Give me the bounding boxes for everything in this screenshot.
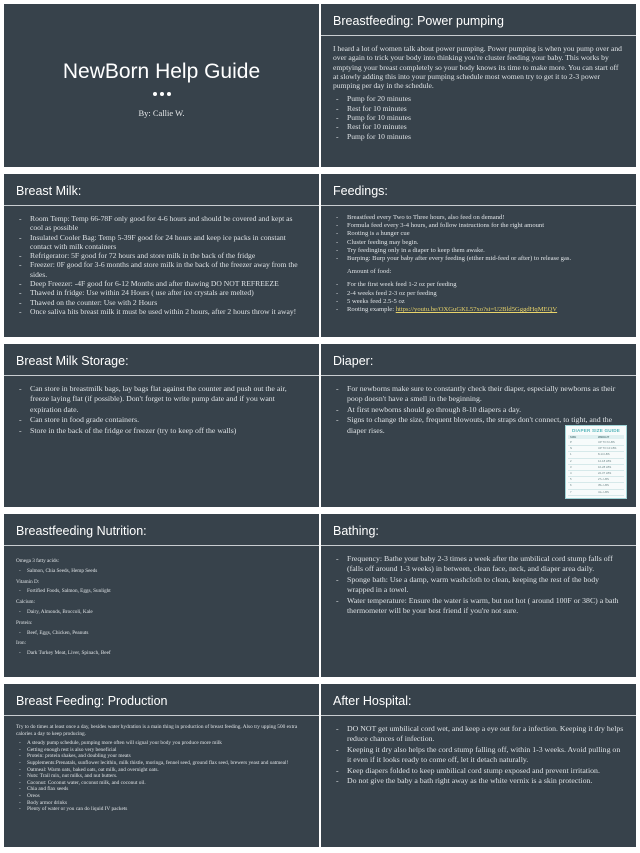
- nutrient-label: Iron:: [16, 640, 27, 647]
- list-item: - Signs to change the size, frequent blowouts, the straps don't connect, to tight, and the diaper rises.: [333, 415, 624, 436]
- divider: [321, 715, 636, 716]
- chart-title: DIAPER SIZE GUIDE: [571, 428, 621, 433]
- rooting-link[interactable]: https://youtu.be/OXGuGKL57xo?si=U2Bld5GggdHqMEQV: [395, 306, 558, 314]
- list-item: - Pump for 10 minutes: [333, 132, 624, 141]
- list-item: - Store in the back of the fridge or freezer (try to keep off the walls): [16, 426, 307, 436]
- chart-row: P UP TO 6 LBS: [568, 440, 624, 446]
- breast-milk-slide: [4, 174, 319, 337]
- amounts-list: [333, 281, 624, 306]
- list-item: - A steady pump schedule, pumping more often will signal your body you produce more milk: [16, 740, 307, 747]
- list-item: - Deep Freezer: -4F good for 6-12 Months and after thawing DO NOT REFREEZE: [16, 279, 307, 288]
- divider: [321, 545, 636, 546]
- slide-title: Feedings:: [333, 184, 388, 198]
- chart-row: 2 12-18 LBS: [568, 459, 624, 465]
- list-item: - Room Temp: Temp 66-78F only good for 4-6 hours and should be covered and kept as cool as possible: [16, 214, 307, 233]
- divider: [4, 715, 319, 716]
- list-item: - At first newborns should go through 8-10 diapers a day.: [333, 405, 624, 415]
- nutrient-foods: - Fortified Foods, Salmon, Eggs, Sunlight: [16, 588, 307, 595]
- nutrient-foods: - Beef, Eggs, Chicken, Peanuts: [16, 630, 307, 637]
- diaper-size-chart: [565, 425, 627, 499]
- list-item: - Refrigerator: 5F good for 72 hours and store milk in the back of the fridge: [16, 251, 307, 260]
- divider: [4, 375, 319, 376]
- diaper-slide: [321, 344, 636, 507]
- after-hospital-list: [333, 724, 624, 786]
- guide-title: NewBorn Help Guide: [62, 59, 261, 83]
- nutrient-foods: - Salmon, Chia Seeds, Hemp Seeds: [16, 568, 307, 575]
- list-item: - For newborns make sure to constantly check their diaper, especially newborns as their poop doesn't have a smell in the beginning.: [333, 384, 624, 405]
- list-item: - Can store in food grade containers.: [16, 415, 307, 425]
- list-item: - Getting enough rest is also very beneficial: [16, 747, 307, 754]
- list-item: - Pump for 20 minutes: [333, 94, 624, 103]
- bathing-slide: [321, 514, 636, 677]
- feedings-slide: [321, 174, 636, 337]
- slide-title: Diaper:: [333, 354, 374, 368]
- list-item: - Can store in breastmilk bags, lay bags flat against the counter and push out the air, freeze laying flat (if possible). Don't forget to write pump date and if you want expiration date.: [16, 384, 307, 415]
- list-item: - Keep diapers folded to keep umbilical cord stump exposed and prevent irritation.: [333, 766, 624, 776]
- nutrient-label: Vitamin D:: [16, 578, 40, 585]
- feedings-list: [333, 214, 624, 263]
- list-item: - Coconut: Coconut water, coconut milk, and coconut oil.: [16, 780, 307, 787]
- rooting-example: - Rooting example: https://youtu.be/OXGuGKL57xo?si=U2Bld5GggdHqMEQV: [333, 306, 624, 314]
- list-item: - Formula feed every 3-4 hours, and follow instructions for the right amount: [333, 222, 624, 230]
- list-item: - Burping: Burp your baby after every feeding (either mid-feed or after) to release gas.: [333, 255, 624, 263]
- divider: [4, 545, 319, 546]
- list-item: - Body armor drinks: [16, 800, 307, 807]
- list-item: - For the first week feed 1-2 oz per feeding: [333, 281, 624, 289]
- production-intro: Try to do times at least once a day, besides water hydration is a main thing in production of breast feeding. Also try upping 500 extra calories a day to keep producing.: [16, 724, 298, 737]
- list-item: - Supplements:Prenatals, sunflower lecithin, milk thistle, moringa, fennel seed, ground flax seed, brewers yeast and oatmeal!: [16, 760, 307, 767]
- divider: [321, 205, 636, 206]
- power-pumping-slide: [321, 4, 636, 167]
- cover-slide: [4, 4, 319, 167]
- list-item: - 2-4 weeks feed 2-3 oz per feeding: [333, 290, 624, 298]
- list-item: - Sponge bath: Use a damp, warm washcloth to clean, keeping the rest of the body wrapped in a towel.: [333, 575, 624, 596]
- list-item: - Protein: protein shakes, and doubling your meats: [16, 753, 307, 760]
- chart-row: N UP TO 10 LBS: [568, 446, 624, 452]
- chart-row: 5 27+ LBS: [568, 477, 624, 483]
- list-item: - 5 weeks feed 2.5-5 oz: [333, 298, 624, 306]
- nutrition-slide: [4, 514, 319, 677]
- list-item: - Keeping it dry also helps the cord stump falling off, within 1-3 weeks. Avoid pulling on it even if it looks ready to come off, let it detach naturally.: [333, 745, 624, 766]
- list-item: - Thawed on the counter: Use with 2 Hours: [16, 298, 307, 307]
- nutrient-foods: - Dairy, Almonds, Broccoli, Kale: [16, 609, 307, 616]
- storage-slide: [4, 344, 319, 507]
- dots-decoration: [153, 92, 171, 96]
- nutrient-label: Protein:: [16, 619, 33, 626]
- divider: [321, 35, 636, 36]
- list-item: - Cluster feeding may begin.: [333, 239, 624, 247]
- list-item: - Do not give the baby a bath right away as the white vernix is a skin protection.: [333, 776, 624, 786]
- list-item: - Freezer: 0F good for 3-6 months and store milk in the back of the freezer away from the sides.: [16, 260, 307, 279]
- list-item: - Chia and flax seeds: [16, 786, 307, 793]
- list-item: - Rest for 10 minutes: [333, 104, 624, 113]
- nutrient-label: Calcium:: [16, 599, 36, 606]
- list-item: - Oreos: [16, 793, 307, 800]
- nutrition-body: [4, 550, 319, 657]
- list-item: - Rooting is a hunger cue: [333, 230, 624, 238]
- list-item: - Plenty of water or you can do liquid IV packets: [16, 806, 307, 813]
- production-list: [16, 740, 307, 813]
- power-pumping-intro: I heard a lot of women talk about power pumping. Power pumping is when you pump over and over again to trick your body into thinking you're cluster feeding your baby. This works by emptying your breast completely so your body knows its time to make more. You can start off at slowly adding this into your pumping schedule most women try to get it to 2-3 power pumping per day in the schedule.: [333, 44, 622, 91]
- slide-title: After Hospital:: [333, 694, 412, 708]
- list-item: - Frequency: Bathe your baby 2-3 times a week after the umbilical cord stump falls off (falls off around 1-3 weeks) in between, clean face, neck, and diaper area daily.: [333, 554, 624, 575]
- list-item: - Insulated Cooler Bag: Temp 5-39F good for 24 hours and keep ice packs in constant contact with milk containers: [16, 233, 307, 252]
- power-pumping-list: [333, 94, 624, 140]
- after-hospital-slide: [321, 684, 636, 847]
- storage-list: [16, 384, 307, 436]
- chart-row: 4 22-37 LBS: [568, 471, 624, 477]
- divider: [321, 375, 636, 376]
- divider: [4, 205, 319, 206]
- list-item: - Water temperature: Ensure the water is warm, but not hot ( around 100F or 38C) a bath thermometer will be your best friend if you're not sure.: [333, 596, 624, 617]
- list-item: - Try feedinging only in a diaper to keep them awake.: [333, 247, 624, 255]
- list-item: - Once saliva hits breast milk it must be used within 2 hours, after 2 hours throw it away!: [16, 307, 307, 316]
- breast-milk-list: [16, 214, 307, 316]
- slide-title: Breast Milk Storage:: [16, 354, 129, 368]
- list-item: - DO NOT get umbilical cord wet, and keep a eye out for a infection. Keeping it dry helps reduce chances of infection.: [333, 724, 624, 745]
- chart-row: 1 8-14 LBS: [568, 452, 624, 458]
- list-item: - Rest for 10 minutes: [333, 122, 624, 131]
- chart-header: SIZE WEIGHT: [568, 435, 624, 439]
- list-item: - Oatmeal: Warm oats, baked oats, oat milk, and overnight oats.: [16, 767, 307, 774]
- slide-title: Breast Milk:: [16, 184, 82, 198]
- production-slide: [4, 684, 319, 847]
- nutrient-label: Omega 3 fatty acids:: [16, 558, 60, 564]
- list-item: - Nuts: Trail mix, nut milks, and nut butters.: [16, 773, 307, 780]
- bathing-list: [333, 554, 624, 616]
- list-item: - Thawed in fridge: Use within 24 Hours ( use after ice crystals are melted): [16, 288, 307, 297]
- nutrient-foods: - Dark Turkey Meat, Liver, Spinach, Beef: [16, 650, 307, 657]
- slide-title: Bathing:: [333, 524, 379, 538]
- list-item: - Breastfeed every Two to Three hours, also feed on demand!: [333, 214, 624, 222]
- slide-title: Breastfeeding Nutrition:: [16, 524, 147, 538]
- slide-title: Breast Feeding: Production: [16, 694, 168, 708]
- amount-label: Amount of food:: [347, 268, 392, 276]
- chart-row: 6 35+ LBS: [568, 483, 624, 489]
- chart-row: 3 16-28 LBS: [568, 465, 624, 471]
- author: By: Callie W.: [138, 107, 185, 118]
- chart-row: 7 41+ LBS: [568, 490, 624, 496]
- slide-title: Breastfeeding: Power pumping: [333, 14, 504, 28]
- list-item: - Pump for 10 minutes: [333, 113, 624, 122]
